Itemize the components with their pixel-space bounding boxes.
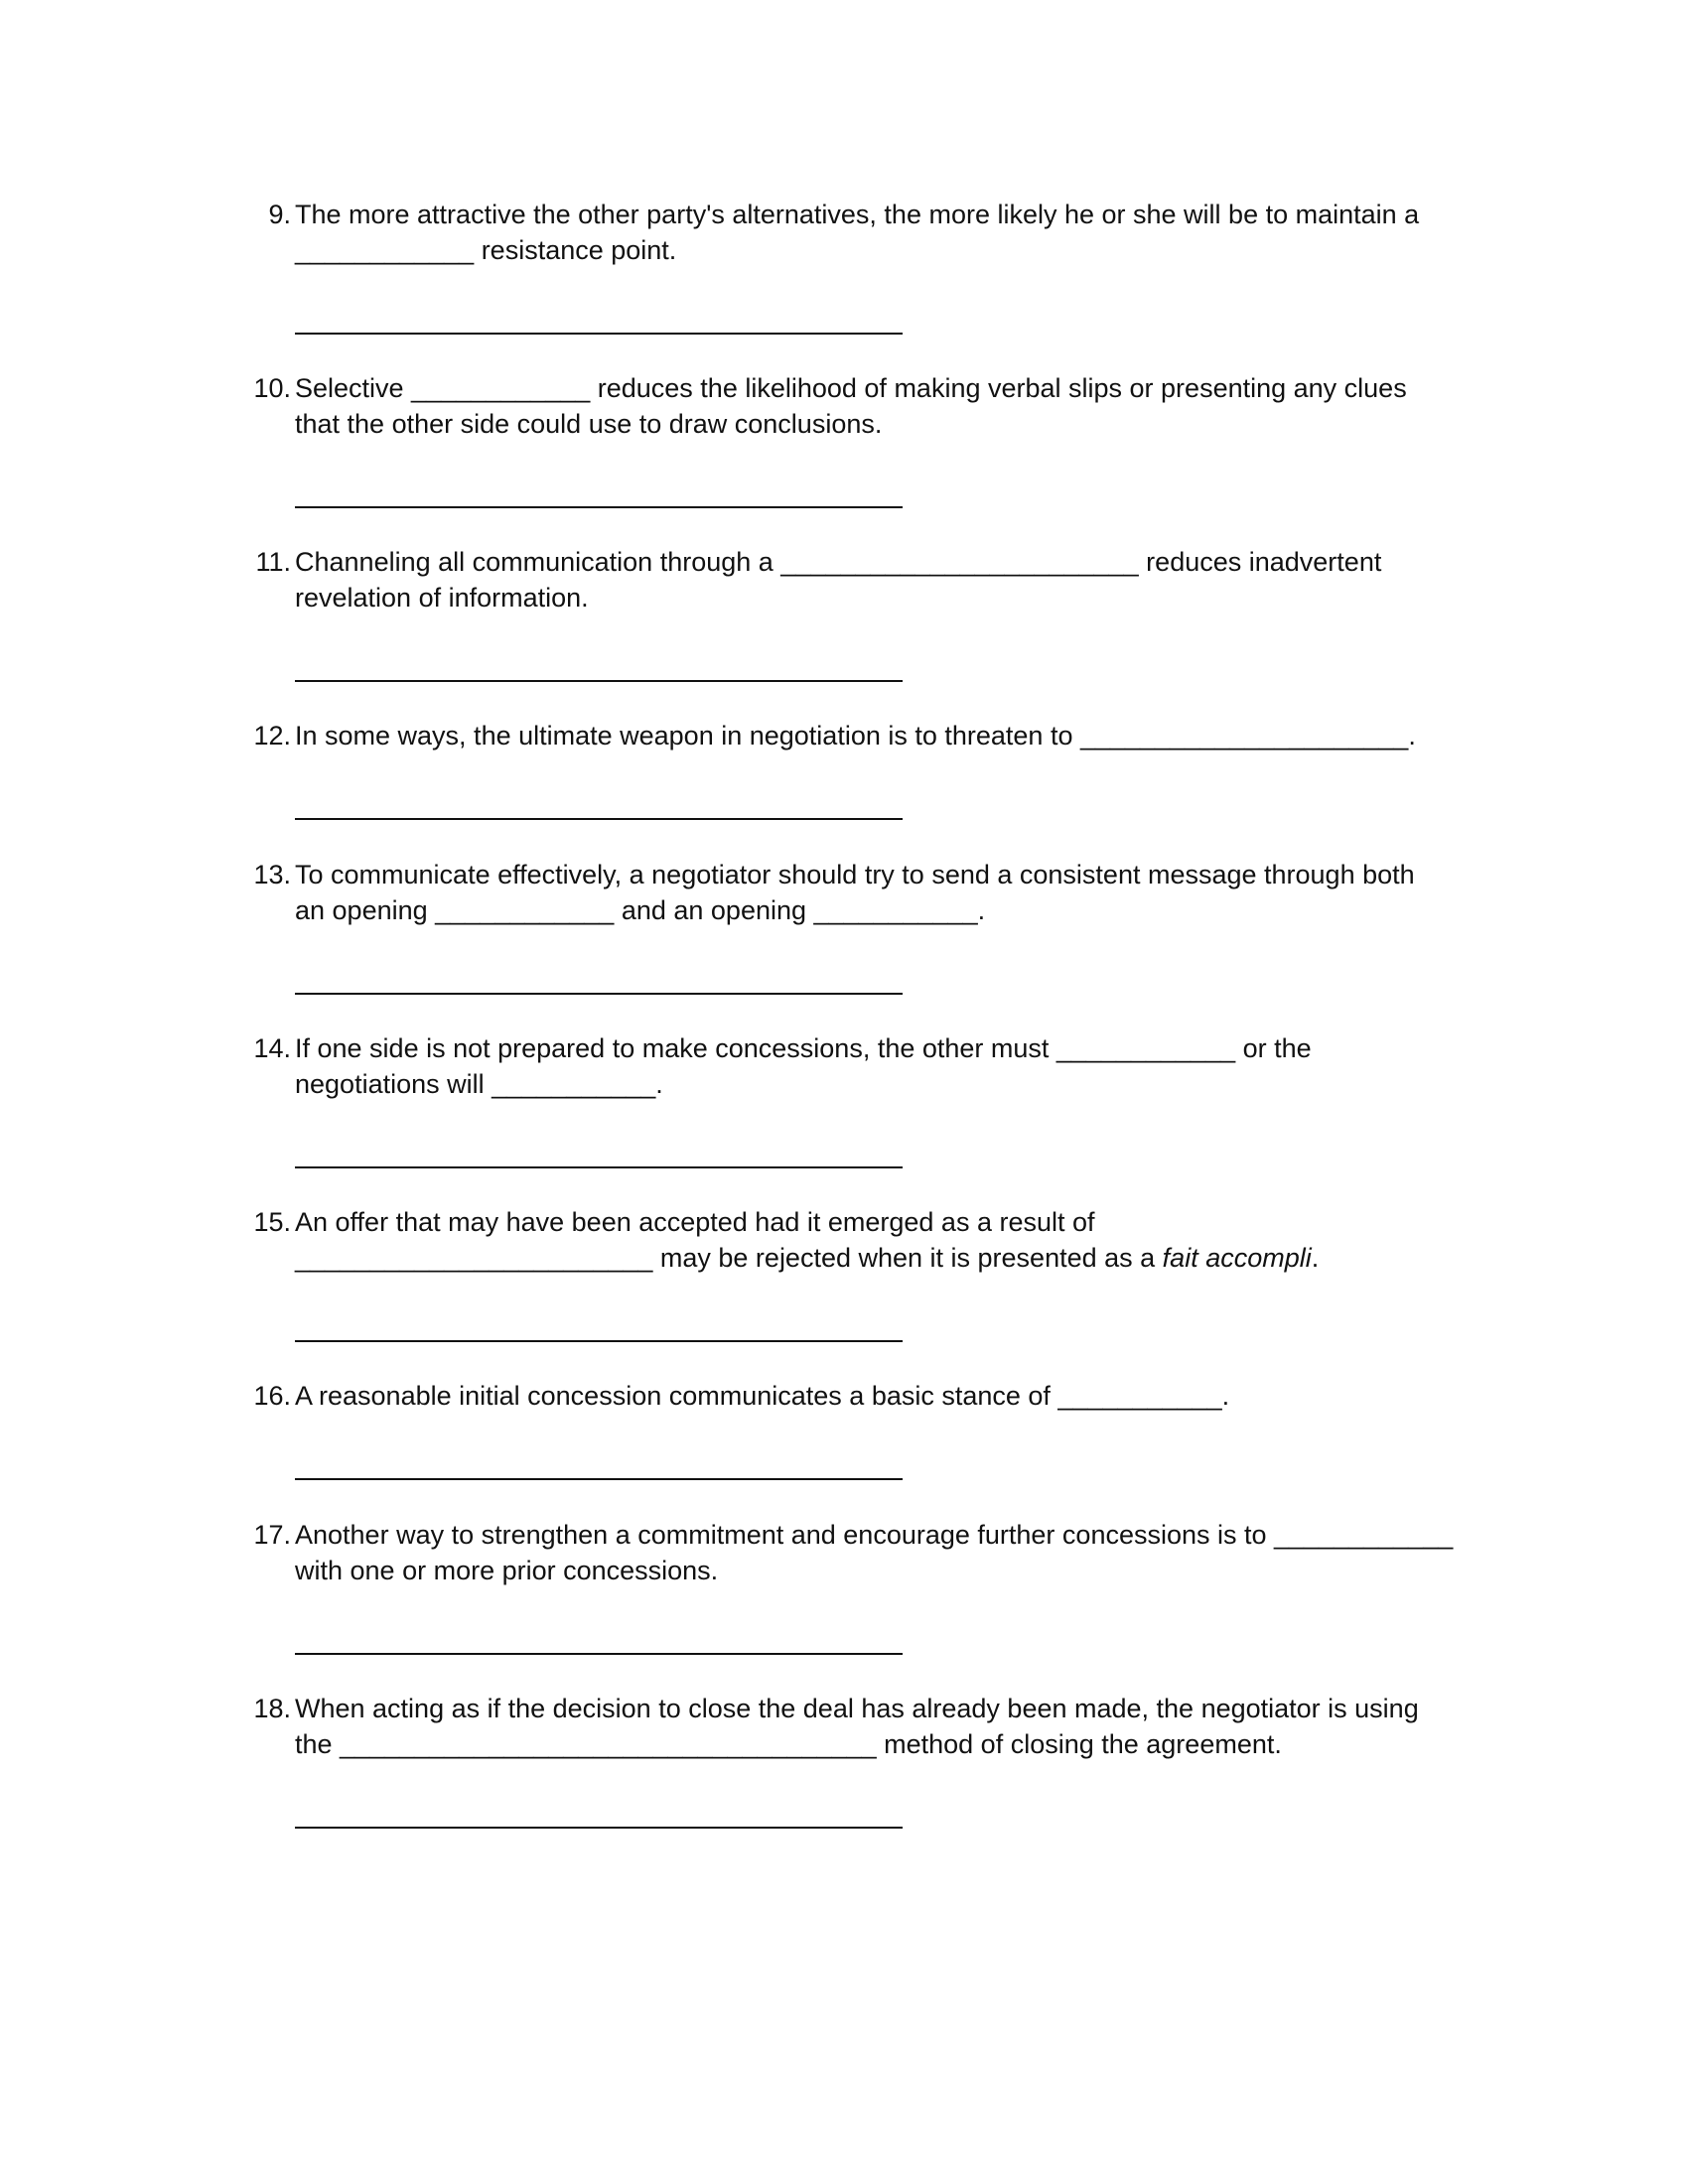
question-text-line: negotiations will ___________.: [295, 1069, 663, 1099]
question-number: 9.: [268, 200, 291, 229]
question-number: 16.: [253, 1381, 291, 1411]
question-text-line: [295, 1240, 1506, 1276]
question-text-line: ____________ resistance point.: [295, 235, 677, 265]
question-text-line: Channeling all communication through a ________________________ reduces inadvertent: [295, 547, 1382, 577]
question-text-line: The more attractive the other party's alternatives, the more likely he or she will be to maintain a: [295, 200, 1420, 229]
answer-line[interactable]: [295, 1478, 903, 1480]
question-number: 15.: [253, 1207, 291, 1237]
question-text: [295, 1030, 1506, 1102]
question-text: [295, 544, 1506, 615]
question-text-line: revelation of information.: [295, 583, 589, 613]
question-text: [295, 1204, 1506, 1276]
answer-line[interactable]: [295, 1340, 903, 1342]
question-text-line: that the other side could use to draw conclusions.: [295, 409, 883, 439]
question-number: 13.: [253, 860, 291, 889]
question-number: 12.: [253, 721, 291, 751]
question-text-line: An offer that may have been accepted had it emerged as a result of: [295, 1207, 1095, 1237]
question-text: [295, 1691, 1506, 1762]
question-text: [295, 857, 1506, 928]
question-text-italic: fait accompli: [1162, 1243, 1312, 1273]
answer-line[interactable]: [295, 333, 903, 335]
question-text: [295, 1517, 1506, 1588]
question-text-segment: .: [1311, 1243, 1320, 1273]
question-text-line: If one side is not prepared to make concessions, the other must ____________ or the: [295, 1033, 1312, 1063]
answer-line[interactable]: [295, 1827, 903, 1829]
question-text-line: with one or more prior concessions.: [295, 1556, 719, 1585]
question-text-line: When acting as if the decision to close the deal has already been made, the negotiator is using: [295, 1694, 1419, 1723]
question-text-line: an opening ____________ and an opening ___________.: [295, 895, 986, 925]
question-number: 14.: [253, 1033, 291, 1063]
question-text-line: In some ways, the ultimate weapon in negotiation is to threaten to ______________________.: [295, 721, 1416, 751]
answer-line[interactable]: [295, 993, 903, 995]
question-number: 11.: [255, 547, 291, 577]
question-text-line: To communicate effectively, a negotiator should try to send a consistent message through both: [295, 860, 1415, 889]
question-number: 17.: [253, 1520, 291, 1550]
question-text: [295, 197, 1506, 268]
question-number: 18.: [253, 1694, 291, 1723]
question-text-line: Another way to strengthen a commitment and encourage further concessions is to ____________: [295, 1520, 1454, 1550]
question-text: [295, 718, 1506, 753]
answer-line[interactable]: [295, 680, 903, 682]
answer-line[interactable]: [295, 1166, 903, 1168]
question-text-line: Selective ____________ reduces the likelihood of making verbal slips or presenting any clues: [295, 373, 1407, 403]
question-text: [295, 370, 1506, 442]
question-text: [295, 1378, 1506, 1414]
answer-line[interactable]: [295, 506, 903, 508]
answer-line[interactable]: [295, 1653, 903, 1655]
question-text-line: the ____________________________________ method of closing the agreement.: [295, 1729, 1282, 1759]
answer-line[interactable]: [295, 818, 903, 820]
question-text-segment: ________________________ may be rejected when it is presented as a: [295, 1243, 1163, 1273]
question-text-line: A reasonable initial concession communicates a basic stance of ___________.: [295, 1381, 1230, 1411]
question-number: 10.: [253, 373, 291, 403]
